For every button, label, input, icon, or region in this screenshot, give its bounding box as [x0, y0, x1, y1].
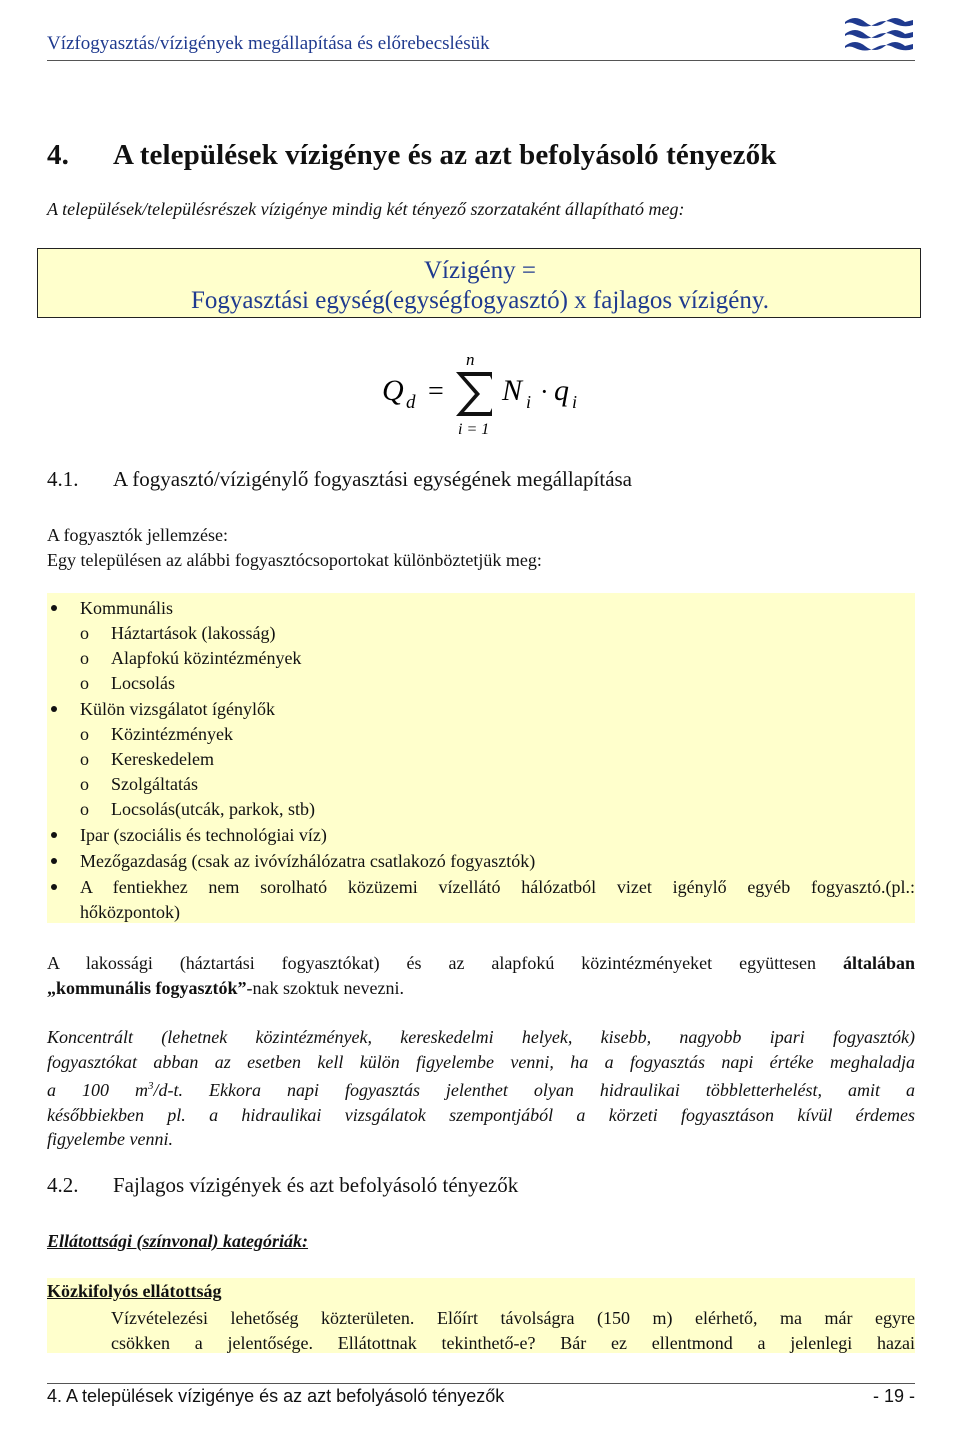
list-item: Alapfokú közintézmények [111, 648, 302, 668]
page-number: - 19 - [872, 1386, 915, 1406]
sum-equation [380, 350, 630, 440]
bullet-icon [51, 884, 57, 890]
categories-label: Ellátottsági (színvonal) kategóriák: [47, 1231, 309, 1251]
category-box [47, 1278, 915, 1353]
bullet-icon [51, 858, 57, 864]
bullet-icon [51, 706, 57, 712]
circle-bullet-icon: o [80, 749, 89, 769]
chapter-title [47, 139, 776, 172]
list-item: Közintézmények [111, 724, 233, 744]
list-item: Mezőgazdaság (csak az ivóvízhálózatra csatlakozó fogyasztók) [80, 851, 536, 871]
eq-dot: · [540, 377, 549, 406]
footer-chapter: 4. A települések vízigénye és az azt befolyásoló tényezők [47, 1386, 505, 1406]
para1-line-1: A lakossági (háztartási fogyasztókat) és az alapfokú közintézményeket együttesen általában [47, 953, 915, 973]
kommunalis-paragraph [47, 951, 915, 1000]
formula-line-1: Vízigény = [424, 257, 536, 284]
eq-sum-lower: i = 1 [458, 421, 490, 438]
header-title: Vízfogyasztás/vízigények megállapítása és előrebecslésük [47, 33, 490, 54]
eq-n-sub: i [526, 392, 532, 412]
list-item: Háztartások (lakosság) [111, 623, 276, 643]
para2-line-2: fogyasztókat abban az esetben kell külön figyelembe venni, ha a fogyasztás napi értéke meghaladja [47, 1051, 915, 1072]
formula-line-2 [38, 287, 922, 315]
footer-rule [47, 1383, 915, 1384]
chapter-number: 4. [47, 139, 69, 171]
list-item: Külön vizsgálatot ígénylők [80, 699, 275, 719]
list-item: Locsolás [111, 673, 175, 693]
list-item: A fentiekhez nem sorolható közüzemi vízellátó hálózatból vizet igénylő egyéb fogyasztó.(pl.: [80, 877, 915, 897]
para2-line-3: a 100 $m^3/d-t$. Ekkora napi fogyasztás jelenthet olyan hidraulikai többletterhelést, amit a [47, 1080, 916, 1100]
chapter-intro: A települések/településrészek vízigénye mindig két tényező szorzataként állapítható meg: [47, 199, 685, 219]
eq-lhs: Q [382, 374, 404, 407]
concentrated-paragraph [47, 1025, 915, 1152]
para2-line-5: figyelembe venni. [47, 1129, 173, 1149]
circle-bullet-icon: o [80, 648, 89, 668]
circle-bullet-icon: o [80, 673, 89, 693]
sigma-icon [456, 372, 492, 416]
eq-sum-upper: n [466, 350, 475, 369]
list-item: Kommunális [80, 598, 173, 618]
para2-line-1: Koncentrált (lehetnek közintézmények, kereskedelmi helyek, kisebb, nagyobb ipari fogyasztók) [47, 1027, 915, 1047]
section-4-2-heading [47, 1173, 518, 1198]
consumer-group-list [47, 593, 915, 923]
list-item: Ipar (szociális és technológiai víz) [80, 825, 327, 845]
waves-logo-icon [843, 12, 915, 56]
category-1-text [111, 1306, 915, 1355]
chapter-title-text: A települések vízigénye és az azt befolyásoló tényezők [113, 139, 777, 171]
section-4-1-number: 4.1. [47, 467, 79, 491]
list-item-continued: hőközpontok) [80, 902, 180, 922]
para2-line-4: későbbiekben pl. a hidraulikai vizsgálatok szempontjából a körzeti fogyasztáson kívül érdemes [47, 1104, 915, 1125]
section-4-2-title: Fajlagos vízigények és azt befolyásoló tényezők [113, 1173, 519, 1197]
circle-bullet-icon: o [80, 623, 89, 643]
circle-bullet-icon: o [80, 724, 89, 744]
section-4-1-title: A fogyasztó/vízigénylő fogyasztási egységének megállapítása [113, 467, 633, 491]
category-1-line-1: Vízvételezési lehetőség közterületen. Előírt távolságra (150 m) elérhető, ma már egyre [111, 1308, 915, 1328]
category-1-line-2: csökken a jelentősége. Ellátottnak tekinthető-e? Bár ez ellentmond a jelenlegi hazai [111, 1332, 915, 1353]
eq-q-sub: i [572, 392, 578, 412]
eq-n-term: N [502, 374, 523, 407]
circle-bullet-icon: o [80, 799, 89, 819]
eq-equals: = [428, 376, 444, 407]
list-item: Kereskedelem [111, 749, 214, 769]
section-4-2-number: 4.2. [47, 1173, 79, 1197]
list-item: Locsolás(utcák, parkok, stb) [111, 799, 315, 819]
consumers-label: A fogyasztók jellemzése: [47, 525, 228, 545]
para1-line-2: „kommunális fogyasztók”-nak szoktuk nevezni. [47, 977, 404, 998]
formula-line-2-text: Fogyasztási egység(egységfogyasztó) x fajlagos vízigény. [190, 287, 770, 314]
list-item: Szolgáltatás [111, 774, 198, 794]
category-1-title: Közkifolyós ellátottság [47, 1281, 222, 1301]
section-4-1-heading [47, 467, 632, 492]
bullet-icon [51, 605, 57, 611]
eq-lhs-sub: d [406, 392, 416, 413]
bullet-icon [51, 832, 57, 838]
circle-bullet-icon: o [80, 774, 89, 794]
consumers-lead: Egy településen az alábbi fogyasztócsoportokat különböztetjük meg: [47, 550, 542, 570]
eq-q-term: q [554, 374, 569, 407]
formula-box [37, 248, 921, 318]
header-rule [47, 60, 915, 61]
